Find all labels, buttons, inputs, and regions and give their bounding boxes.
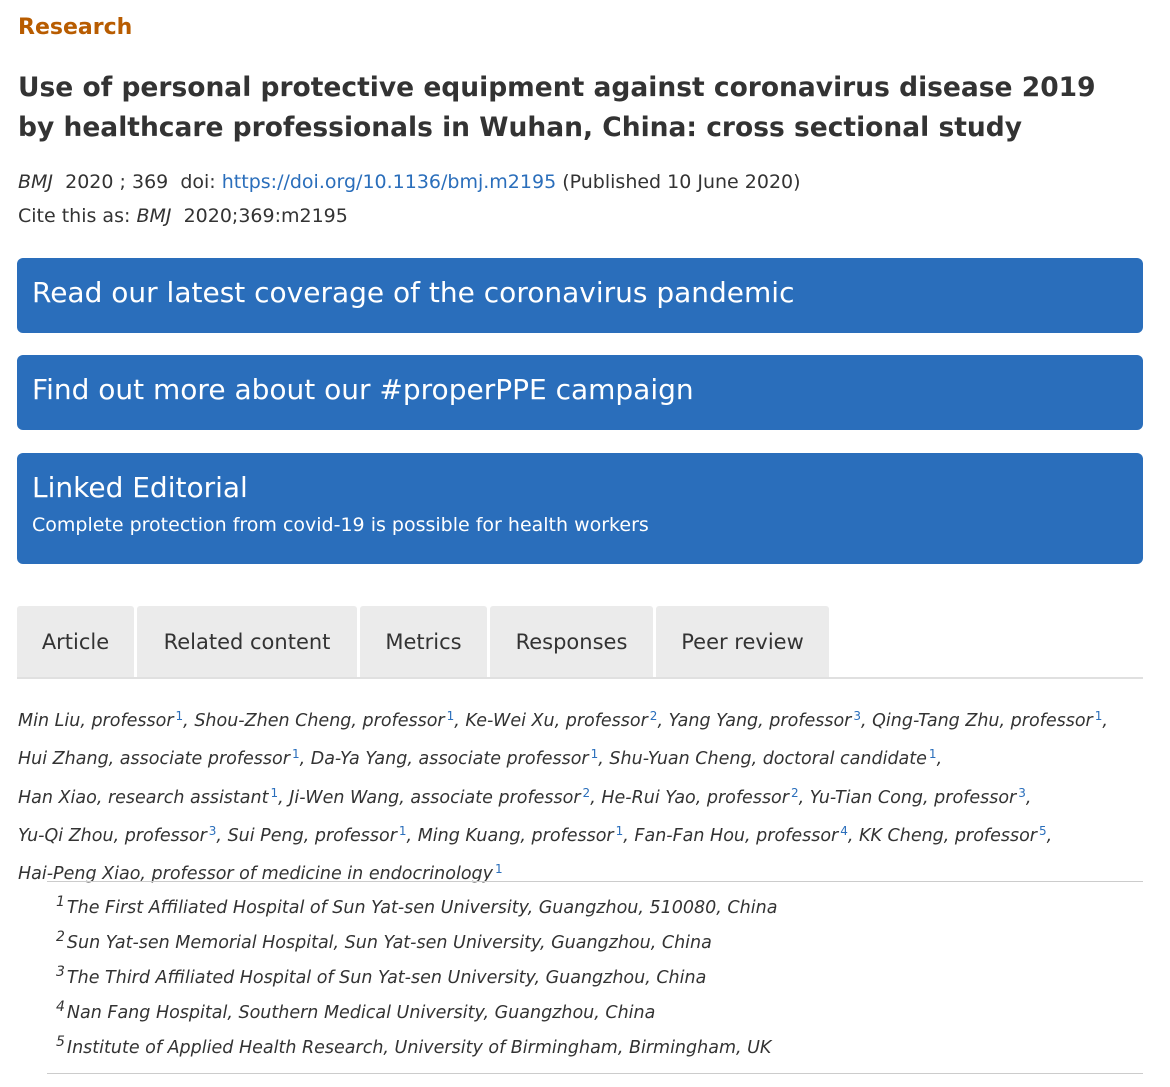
author-name: Hai-Peng Xiao, professor of medicine in endocrinology [18,864,494,885]
affiliation-ref[interactable]: 1 [590,747,599,762]
author-name: Shou-Zhen Cheng, professor [194,711,445,731]
affiliation-ref[interactable]: 1 [1094,709,1103,723]
author-name: He-Rui Yao, professor [601,787,789,808]
author-name: Ji-Wen Wang, associate professor [289,787,581,808]
doi-link[interactable]: https://doi.org/10.1136/bmj.m2195 [221,171,557,193]
published-date: (Published 10 June 2020) [562,171,801,193]
affiliation-number: 2 [56,929,65,945]
affiliation-item [56,999,655,1023]
author-name: Da-Ya Yang, associate professor [310,749,589,770]
tab-metrics[interactable]: Metrics [360,606,487,677]
affiliation-text: The First Affiliated Hospital of Sun Yat-sen University, Guangzhou, 510080, China [66,898,778,918]
affiliation-number: 3 [56,964,65,980]
author-name: Min Liu, professor [18,711,174,731]
cite-as-ref: 2020;369:m2195 [183,205,348,227]
affiliation-number: 5 [56,1034,65,1050]
affiliation-ref[interactable]: 1 [398,823,407,838]
affiliation-text: Nan Fang Hospital, Southern Medical University, Guangzhou, China [66,1003,656,1023]
section-label: Research [18,15,133,40]
affiliation-ref[interactable]: 4 [840,823,848,838]
linked-editorial-title: Linked Editorial [32,471,248,504]
affiliation-ref[interactable]: 3 [208,823,217,838]
author-name: Yang Yang, professor [668,711,852,731]
citation-line [18,171,801,193]
author-name: Sui Peng, professor [227,825,397,846]
affiliation-ref[interactable]: 1 [615,823,624,838]
coverage-banner[interactable] [17,258,1143,333]
article-title: Use of personal protective equipment against coronavirus disease 2019 by healthcare professionals in Wuhan, China: cross sectional study [18,72,1096,143]
tab-responses[interactable]: Responses [490,606,653,677]
affiliation-number: 1 [56,894,65,910]
author-name: KK Cheng, professor [859,825,1037,846]
cite-as-journal: BMJ [136,205,172,227]
linked-editorial-link[interactable]: Complete protection from covid-19 is possible for health workers [32,514,649,536]
affiliation-item [56,929,712,953]
affiliation-ref[interactable]: 2 [790,785,799,800]
affiliation-ref[interactable]: 5 [1039,823,1047,838]
doi-label: doi: [180,171,216,193]
author-name: Han Xiao, research assistant [18,787,269,808]
affiliation-ref[interactable]: 2 [649,709,658,723]
affiliation-ref[interactable]: 3 [853,709,861,723]
tab-related-content[interactable]: Related content [137,606,357,677]
affiliation-ref[interactable]: 1 [291,747,300,762]
tab-article[interactable]: Article [17,606,134,677]
affiliation-ref[interactable]: 3 [1018,785,1026,800]
affiliation-ref[interactable]: 1 [270,785,279,800]
linked-editorial-banner [17,453,1143,564]
author-name: Hui Zhang, associate professor [18,749,290,770]
affiliation-number: 4 [56,999,65,1015]
author-name: Ming Kuang, professor [417,825,614,846]
cite-as-label: Cite this as: [18,205,131,227]
affiliation-item [56,964,706,988]
author-name: Ke-Wei Xu, professor [465,711,648,731]
campaign-banner-label: Find out more about our #properPPE campaign [32,373,694,406]
affiliation-ref[interactable]: 1 [175,709,184,723]
affiliation-ref[interactable]: 2 [582,785,591,800]
affiliation-item [56,1034,771,1058]
author-name: Yu-Qi Zhou, professor [18,825,207,846]
citation-year: 2020 [65,171,114,193]
citation-sep: ; [119,171,126,193]
author-name: Fan-Fan Hou, professor [634,825,839,846]
campaign-banner[interactable] [17,355,1143,430]
affiliation-text: The Third Affiliated Hospital of Sun Yat-sen University, Guangzhou, China [66,968,707,988]
author-list: Min Liu, professor $^1$, Shou-Zhen Cheng, professor $^1$, Ke-Wei Xu, professor $^2$, Yang Yang, professor $^3$, Qing-Tang Zhu, professor $^1$, Hui Zhang, associate professor $^1$, Da-Ya Yang, associate professor $^1$, Shu-Yuan Cheng, doctoral candidate $^1$, Han Xiao, research assistant $^1$, Ji-Wen Wang, associate professor $^2$, He-Rui Yao, professor $^2$, Yu-Tian Cong, professor $^3$, Yu-Qi Zhou, professor $^3$, Sui Peng, professor $^1$, Ming Kuang, professor $^1$, Fan-Fan Hou, professor $^4$, KK Cheng, professor $^5$, Hai-Peng Xiao, professor of medicine in endocrinology $^1$ [18,709,1108,885]
affiliation-text: Sun Yat-sen Memorial Hospital, Sun Yat-sen University, Guangzhou, China [66,933,712,953]
coverage-banner-label: Read our latest coverage of the coronavirus pandemic [32,276,795,309]
cite-as-line [18,205,348,227]
author-name: Shu-Yuan Cheng, doctoral candidate [609,749,927,770]
author-name: Qing-Tang Zhu, professor [872,711,1093,731]
article-tabs [17,606,1143,679]
affiliation-item [56,894,777,918]
citation-volume: 369 [131,171,169,193]
affiliation-list [47,881,1143,1074]
affiliation-text: Institute of Applied Health Research, University of Birmingham, Birmingham, UK [66,1038,772,1058]
journal-name: BMJ [18,171,54,193]
affiliation-ref[interactable]: 1 [928,747,937,762]
tab-peer-review[interactable]: Peer review [656,606,829,677]
affiliation-ref[interactable]: 1 [495,862,503,877]
author-name: Yu-Tian Cong, professor [809,787,1017,808]
affiliation-ref[interactable]: 1 [446,709,455,723]
